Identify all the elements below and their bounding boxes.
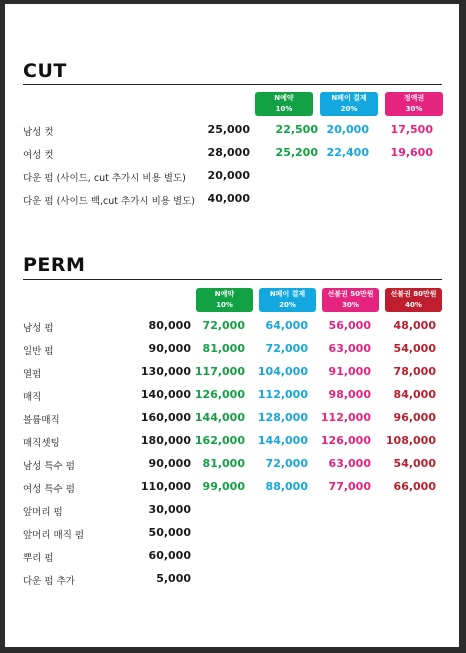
perm-base-price: 90,000 <box>148 342 191 355</box>
perm-discount-price: 99,000 <box>202 480 245 493</box>
badge-label: 선불권 50만원 <box>327 290 374 298</box>
perm-discount-badge <box>385 288 442 312</box>
cut-discount-badge <box>255 92 313 116</box>
perm-row-label: 앞머리 매직 펌 <box>23 530 85 541</box>
perm-discount-price: 54,000 <box>393 342 436 355</box>
perm-discount-badge <box>196 288 253 312</box>
perm-discount-price: 144,000 <box>257 434 308 447</box>
perm-discount-price: 72,000 <box>265 457 308 470</box>
perm-discount-price: 91,000 <box>328 365 371 378</box>
badge-rate: 10% <box>275 105 293 113</box>
badge-label: 선불권 80만원 <box>390 290 437 298</box>
perm-discount-price: 81,000 <box>202 342 245 355</box>
badge-rate: 30% <box>342 301 359 309</box>
cut-discount-badge <box>320 92 378 116</box>
perm-row-label: 볼륨매직 <box>23 415 60 426</box>
perm-discount-price: 126,000 <box>320 434 371 447</box>
price-sheet-page <box>5 4 459 647</box>
perm-discount-price: 108,000 <box>385 434 436 447</box>
perm-base-price: 30,000 <box>148 503 191 516</box>
perm-row-label: 뿌리 펌 <box>23 553 54 564</box>
perm-base-price: 180,000 <box>140 434 191 447</box>
cut-section-title: CUT <box>23 60 67 82</box>
perm-discount-price: 84,000 <box>393 388 436 401</box>
cut-discount-badge <box>385 92 443 116</box>
perm-discount-price: 72,000 <box>265 342 308 355</box>
perm-discount-badge <box>259 288 316 312</box>
perm-row-label: 앞머리 펌 <box>23 507 63 518</box>
cut-row-label: 여성 컷 <box>23 150 54 161</box>
cut-base-price: 40,000 <box>207 192 250 205</box>
perm-discount-price: 112,000 <box>320 411 371 424</box>
cut-row-label: 남성 컷 <box>23 127 54 138</box>
badge-rate: 30% <box>405 105 423 113</box>
perm-section-title: PERM <box>23 254 86 276</box>
perm-discount-price: 48,000 <box>393 319 436 332</box>
perm-discount-price: 78,000 <box>393 365 436 378</box>
perm-row-label: 다운 펌 추가 <box>23 576 75 587</box>
perm-base-price: 90,000 <box>148 457 191 470</box>
badge-label: N예약 <box>214 290 235 298</box>
perm-discount-price: 162,000 <box>194 434 245 447</box>
perm-title-divider <box>23 279 442 280</box>
perm-discount-price: 104,000 <box>257 365 308 378</box>
perm-row-label: 남성 펌 <box>23 323 54 334</box>
cut-discount-price: 22,500 <box>275 123 318 136</box>
perm-discount-price: 56,000 <box>328 319 371 332</box>
cut-title-divider <box>23 84 442 85</box>
perm-base-price: 110,000 <box>140 480 191 493</box>
badge-label: 정액권 <box>403 94 425 102</box>
perm-discount-price: 63,000 <box>328 342 371 355</box>
perm-discount-price: 144,000 <box>194 411 245 424</box>
badge-label: N페이 결제 <box>269 290 306 298</box>
cut-discount-price: 22,400 <box>326 146 369 159</box>
perm-base-price: 5,000 <box>156 572 191 585</box>
badge-rate: 20% <box>279 301 296 309</box>
perm-discount-price: 54,000 <box>393 457 436 470</box>
perm-discount-price: 126,000 <box>194 388 245 401</box>
badge-rate: 20% <box>340 105 358 113</box>
cut-discount-price: 20,000 <box>326 123 369 136</box>
perm-discount-price: 66,000 <box>393 480 436 493</box>
perm-row-label: 매직셋팅 <box>23 438 60 449</box>
perm-row-label: 일반 펌 <box>23 346 54 357</box>
perm-base-price: 50,000 <box>148 526 191 539</box>
perm-base-price: 80,000 <box>148 319 191 332</box>
perm-discount-price: 81,000 <box>202 457 245 470</box>
perm-base-price: 130,000 <box>140 365 191 378</box>
perm-base-price: 60,000 <box>148 549 191 562</box>
cut-row-label: 다운 펌 (사이드 백,cut 추가시 비용 별도) <box>23 196 195 207</box>
badge-rate: 40% <box>405 301 422 309</box>
perm-row-label: 여성 특수 펌 <box>23 484 75 495</box>
perm-discount-price: 98,000 <box>328 388 371 401</box>
perm-discount-price: 117,000 <box>194 365 245 378</box>
badge-label: N페이 결제 <box>331 94 367 102</box>
perm-row-label: 남성 특수 펌 <box>23 461 75 472</box>
badge-label: N예약 <box>274 94 294 102</box>
perm-discount-price: 64,000 <box>265 319 308 332</box>
cut-base-price: 28,000 <box>207 146 250 159</box>
perm-row-label: 매직 <box>23 392 42 403</box>
cut-row-label: 다운 펌 (사이드, cut 추가시 비용 별도) <box>23 173 186 184</box>
cut-base-price: 25,000 <box>207 123 250 136</box>
perm-row-label: 열펌 <box>23 369 42 380</box>
perm-base-price: 160,000 <box>140 411 191 424</box>
perm-discount-price: 88,000 <box>265 480 308 493</box>
perm-base-price: 140,000 <box>140 388 191 401</box>
perm-discount-price: 72,000 <box>202 319 245 332</box>
perm-discount-price: 77,000 <box>328 480 371 493</box>
cut-discount-price: 19,600 <box>390 146 433 159</box>
perm-discount-price: 96,000 <box>393 411 436 424</box>
perm-discount-price: 112,000 <box>257 388 308 401</box>
cut-discount-price: 25,200 <box>275 146 318 159</box>
cut-discount-price: 17,500 <box>390 123 433 136</box>
perm-discount-badge <box>322 288 379 312</box>
perm-discount-price: 63,000 <box>328 457 371 470</box>
badge-rate: 10% <box>216 301 233 309</box>
perm-discount-price: 128,000 <box>257 411 308 424</box>
cut-base-price: 20,000 <box>207 169 250 182</box>
